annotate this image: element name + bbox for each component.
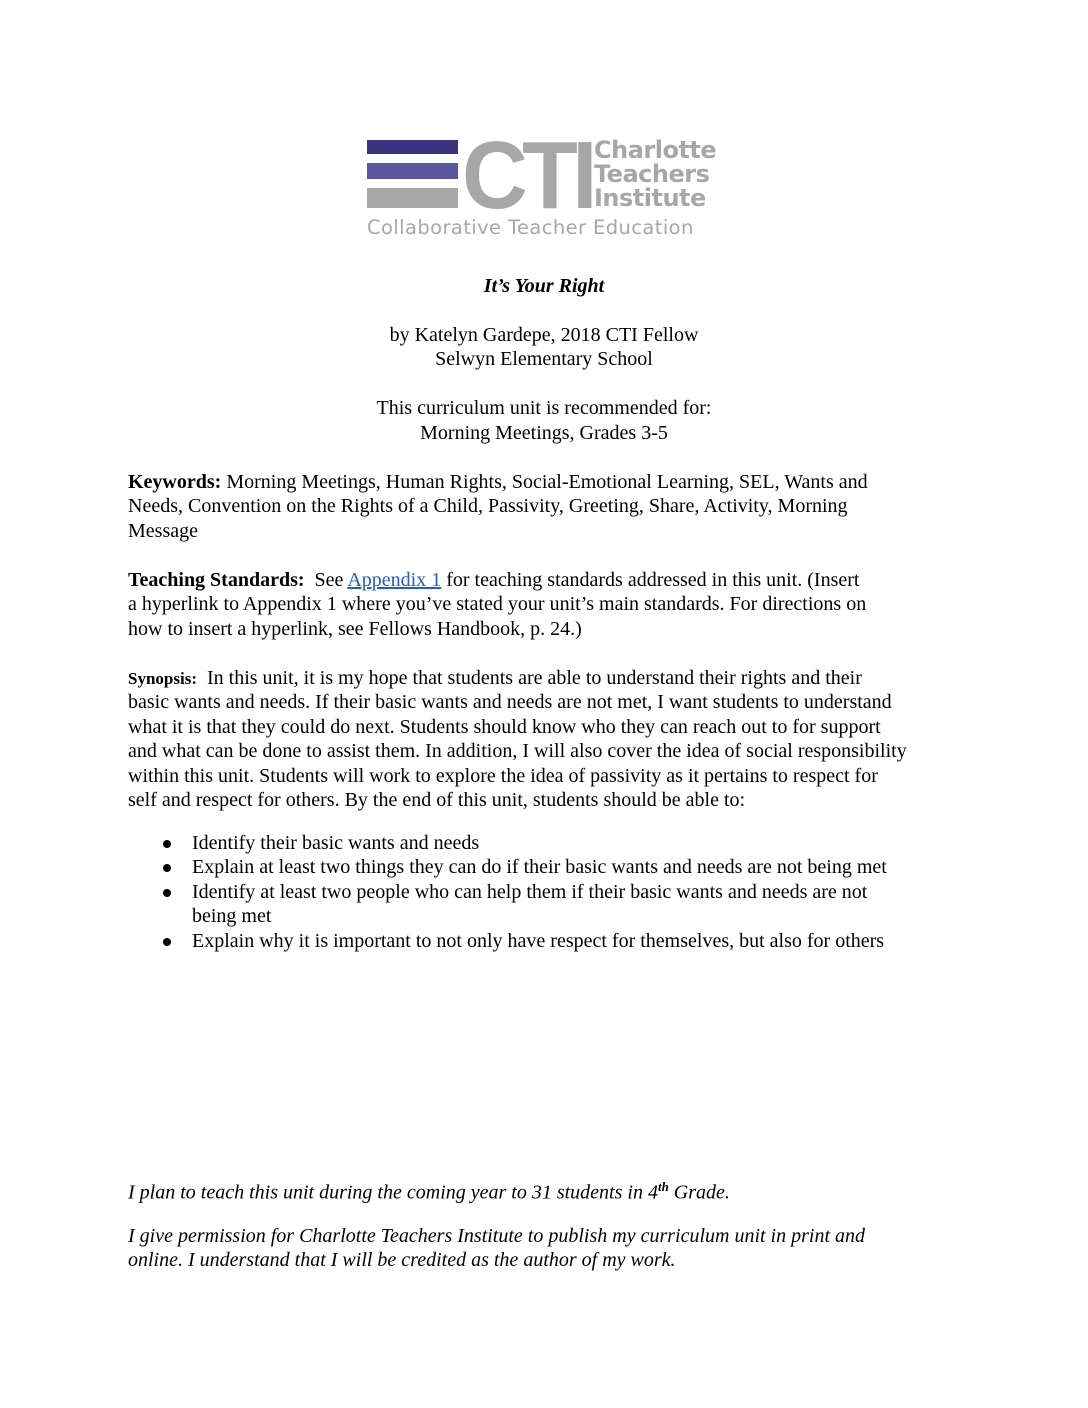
synopsis-text: what it is that they could do next. Students should know who they can reach out to for support: [128, 716, 881, 738]
synopsis-text: self and respect for others. By the end of this unit, students should be able to:: [128, 789, 746, 811]
logo-acronym: CTI: [462, 122, 592, 229]
plan-superscript: th: [657, 1179, 669, 1194]
bullet-icon: [163, 864, 171, 872]
logo-bar-mid: [367, 163, 458, 179]
recommended-label: This curriculum unit is recommended for:: [376, 397, 712, 419]
synopsis-text: within this unit. Students will work to explore the idea of passivity as it pertains to respect for: [128, 765, 878, 787]
logo-name-line: Teachers: [594, 160, 710, 188]
standards-text: See: [304, 569, 348, 591]
synopsis-text: and what can be done to assist them. In addition, I will also cover the idea of social responsibility: [128, 740, 907, 762]
synopsis-text: basic wants and needs. If their basic wants and needs are not met, I want students to understand: [128, 691, 892, 713]
plan-text: Grade.: [668, 1181, 730, 1204]
synopsis-label: Synopsis:: [128, 669, 197, 688]
logo-name-line: Institute: [594, 184, 706, 212]
permission-statement: online. I understand that I will be credited as the author of my work.: [128, 1249, 676, 1271]
standards-text: a hyperlink to Appendix 1 where you’ve stated your unit’s main standards. For directions on: [128, 593, 867, 615]
appendix-1-link[interactable]: Appendix 1: [347, 569, 442, 591]
keywords-label: Keywords:: [128, 471, 222, 493]
logo-name-line: Charlotte: [594, 136, 717, 164]
list-item: Explain at least two things they can do if their basic wants and needs are not being met: [192, 856, 887, 878]
plan-text: I plan to teach this unit during the coming year to 31 students in 4: [128, 1181, 658, 1204]
logo-tagline: Collaborative Teacher Education: [367, 216, 694, 239]
bullet-icon: [163, 938, 171, 946]
logo-bar-gray: [367, 188, 458, 208]
keywords-text: Needs, Convention on the Rights of a Child, Passivity, Greeting, Share, Activity, Morning: [128, 495, 848, 517]
synopsis-text: In this unit, it is my hope that students are able to understand their rights and their: [196, 667, 862, 689]
keywords-text: Morning Meetings, Human Rights, Social-Emotional Learning, SEL, Wants and: [221, 471, 868, 493]
logo-bar-dark: [367, 140, 458, 154]
standards-text: for teaching standards addressed in this unit. (Insert: [441, 569, 860, 591]
permission-statement: I give permission for Charlotte Teachers Institute to publish my curriculum unit in print and: [128, 1225, 866, 1247]
author-byline: by Katelyn Gardepe, 2018 CTI Fellow: [389, 324, 699, 346]
bullet-icon: [163, 889, 171, 897]
standards-text: how to insert a hyperlink, see Fellows Handbook, p. 24.): [128, 618, 582, 640]
school-name: Selwyn Elementary School: [435, 348, 653, 370]
list-item: Explain why it is important to not only have respect for themselves, but also for others: [192, 930, 885, 952]
recommended-value: Morning Meetings, Grades 3-5: [420, 422, 668, 444]
list-item: Identify their basic wants and needs: [192, 832, 480, 854]
standards-label: Teaching Standards:: [128, 569, 305, 591]
plan-statement: [128, 1175, 730, 1205]
bullet-icon: [163, 840, 171, 848]
list-item-continued: being met: [192, 905, 272, 927]
keywords-text: Message: [128, 520, 198, 542]
unit-title: It’s Your Right: [483, 275, 605, 297]
list-item: Identify at least two people who can help them if their basic wants and needs are not: [192, 881, 868, 903]
